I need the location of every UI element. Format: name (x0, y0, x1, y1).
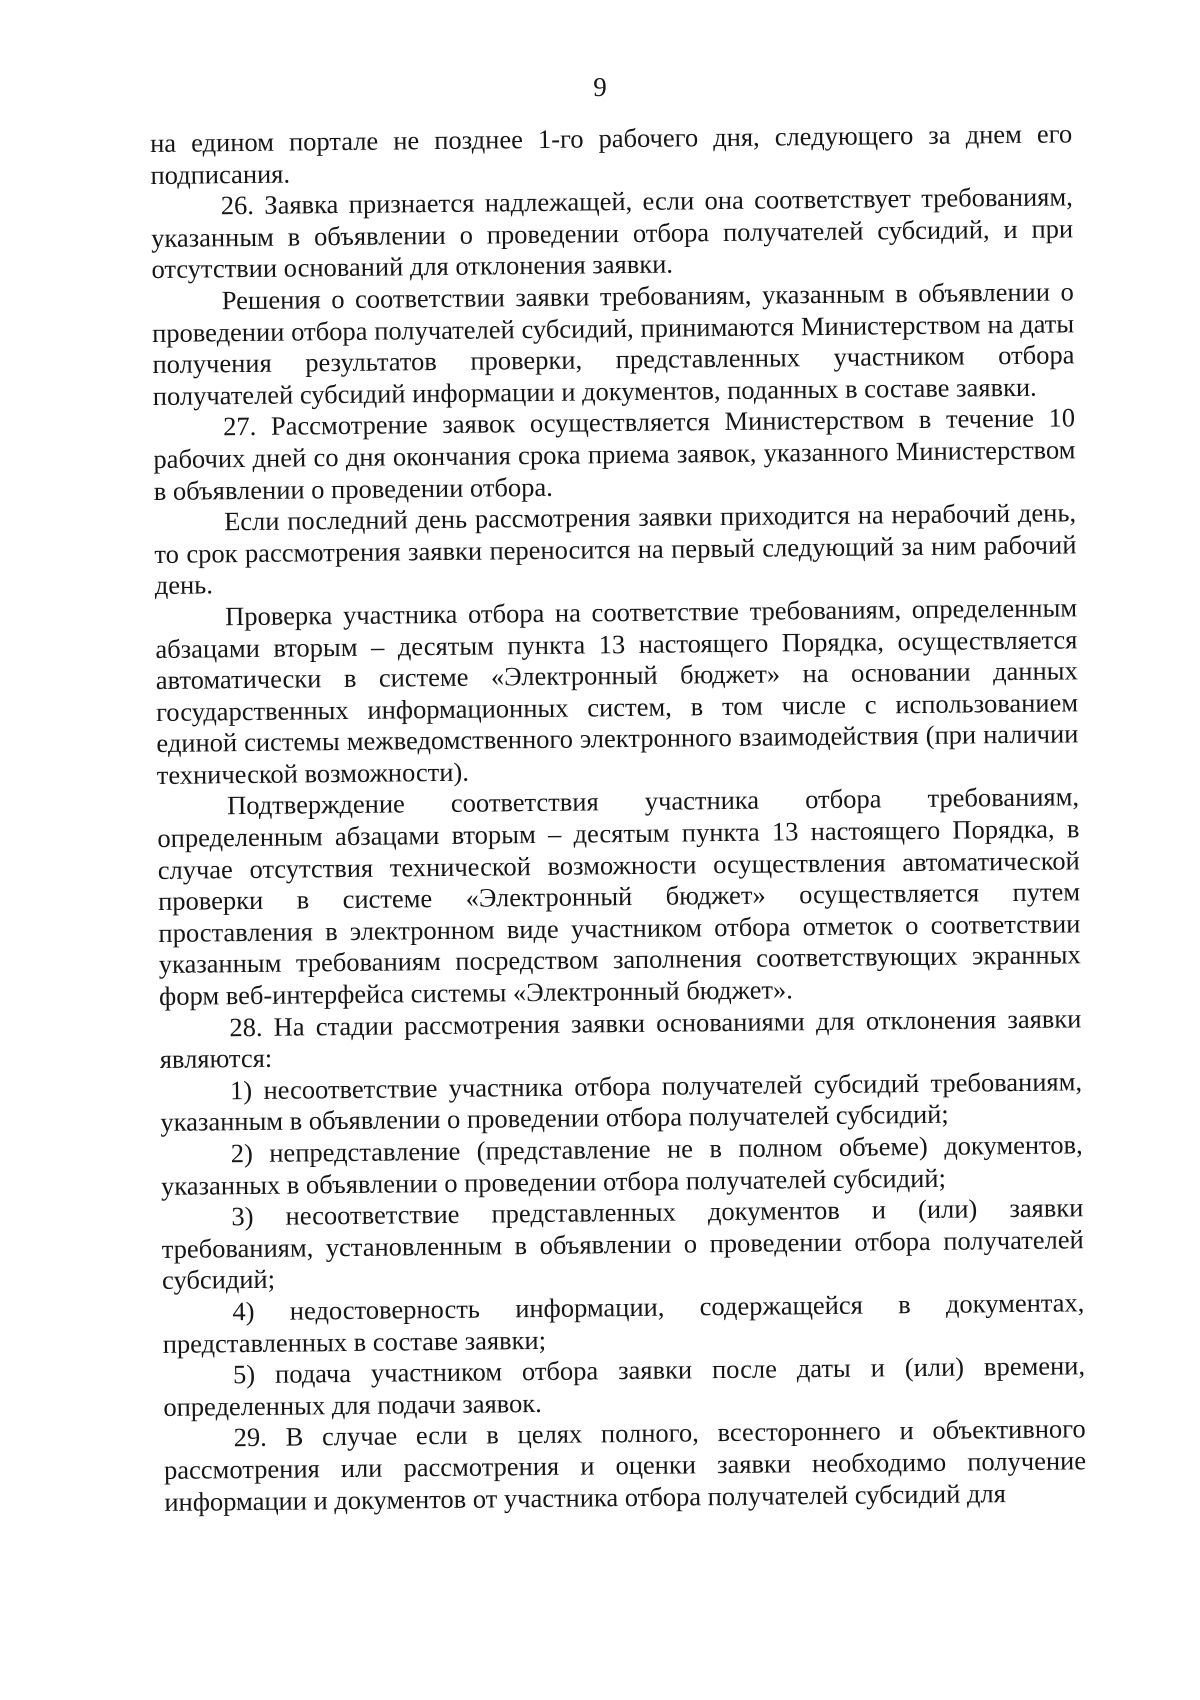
paragraph-decisions: Решения о соответствии заявки требованиям, указанным в объявлении о проведении отбора получателей субсидий, принимаются Министерством на даты получения результатов проверки, представленных участником отбора получателей субсидий информации и документов, поданных в составе заявки. (151, 276, 1075, 411)
paragraph-item-26: 26. Заявка признается надлежащей, если она соответствует требованиям, указанным в объявлении о проведении отбора получателей субсидий, и при отсутствии оснований для отклонения заявки. (150, 181, 1074, 285)
paragraph-last-day: Если последний день рассмотрения заявки приходится на нерабочий день, то срок рассмотрения заявки переносится на первый следующий за ним рабочий день. (154, 497, 1077, 601)
paragraph-continuation: на едином портале не позднее 1-го рабочего дня, следующего за днем его подписания. (150, 118, 1073, 190)
list-item-5: 5) подача участником отбора заявки после даты и (или) времени, определенных для подачи заявок. (163, 1350, 1086, 1422)
paragraph-item-28: 28. На стадии рассмотрения заявки основаниями для отклонения заявки являются: (159, 1002, 1082, 1075)
paragraph-item-27: 27. Рассмотрение заявок осуществляется Министерством в течение 10 рабочих дней со дня окончания срока приема заявок, указанного Министерством в объявлении о проведении отбора. (153, 402, 1076, 506)
document-body (150, 118, 1087, 1518)
paragraph-verification: Проверка участника отбора на соответствие требованиям, определенным абзацами вторым – десятым пункта 13 настоящего Порядка, осуществляется автоматически в системе «Электронный бюджет» на основании данных государственных информационных систем, в том числе с использованием единой системы межведомственного электронного взаимодействия (при наличии технической возможности). (155, 592, 1079, 790)
list-item-4: 4) недостоверность информации, содержащейся в документах, представленных в составе заявки; (162, 1287, 1085, 1359)
list-item-1: 1) несоответствие участника отбора получателей субсидий требованиям, указанным в объявлении о проведении отбора получателей субсидий; (160, 1066, 1083, 1138)
list-item-3: 3) несоответствие представленных документов и (или) заявки требованиям, установленным в объявлении о проведении отбора получателей субсидий; (161, 1192, 1084, 1296)
list-item-2: 2) непредставление (представление не в полном объеме) документов, указанных в объявлении о проведении отбора получателей субсидий; (160, 1129, 1083, 1201)
page-number: 9 (593, 72, 607, 102)
paragraph-item-29: 29. В случае если в целях полного, всестороннего и объективного рассмотрения или рассмотрения и оценки заявки необходимо получение информации и документов от участника отбора получателей субсидий для (163, 1413, 1087, 1517)
paragraph-confirmation: Подтверждение соответствия участника отбора требованиям, определенным абзацами вторым – десятым пункта 13 настоящего Порядка, в случае отсутствия технической возможности осуществления автоматической проверки в системе «Электронный бюджет» осуществляется путем проставления в электронном виде участником отбора отметок о соответствии указанным требованиям посредством заполнения соответствующих экранных форм веб-интерфейса системы «Электронный бюджет». (157, 781, 1081, 1011)
